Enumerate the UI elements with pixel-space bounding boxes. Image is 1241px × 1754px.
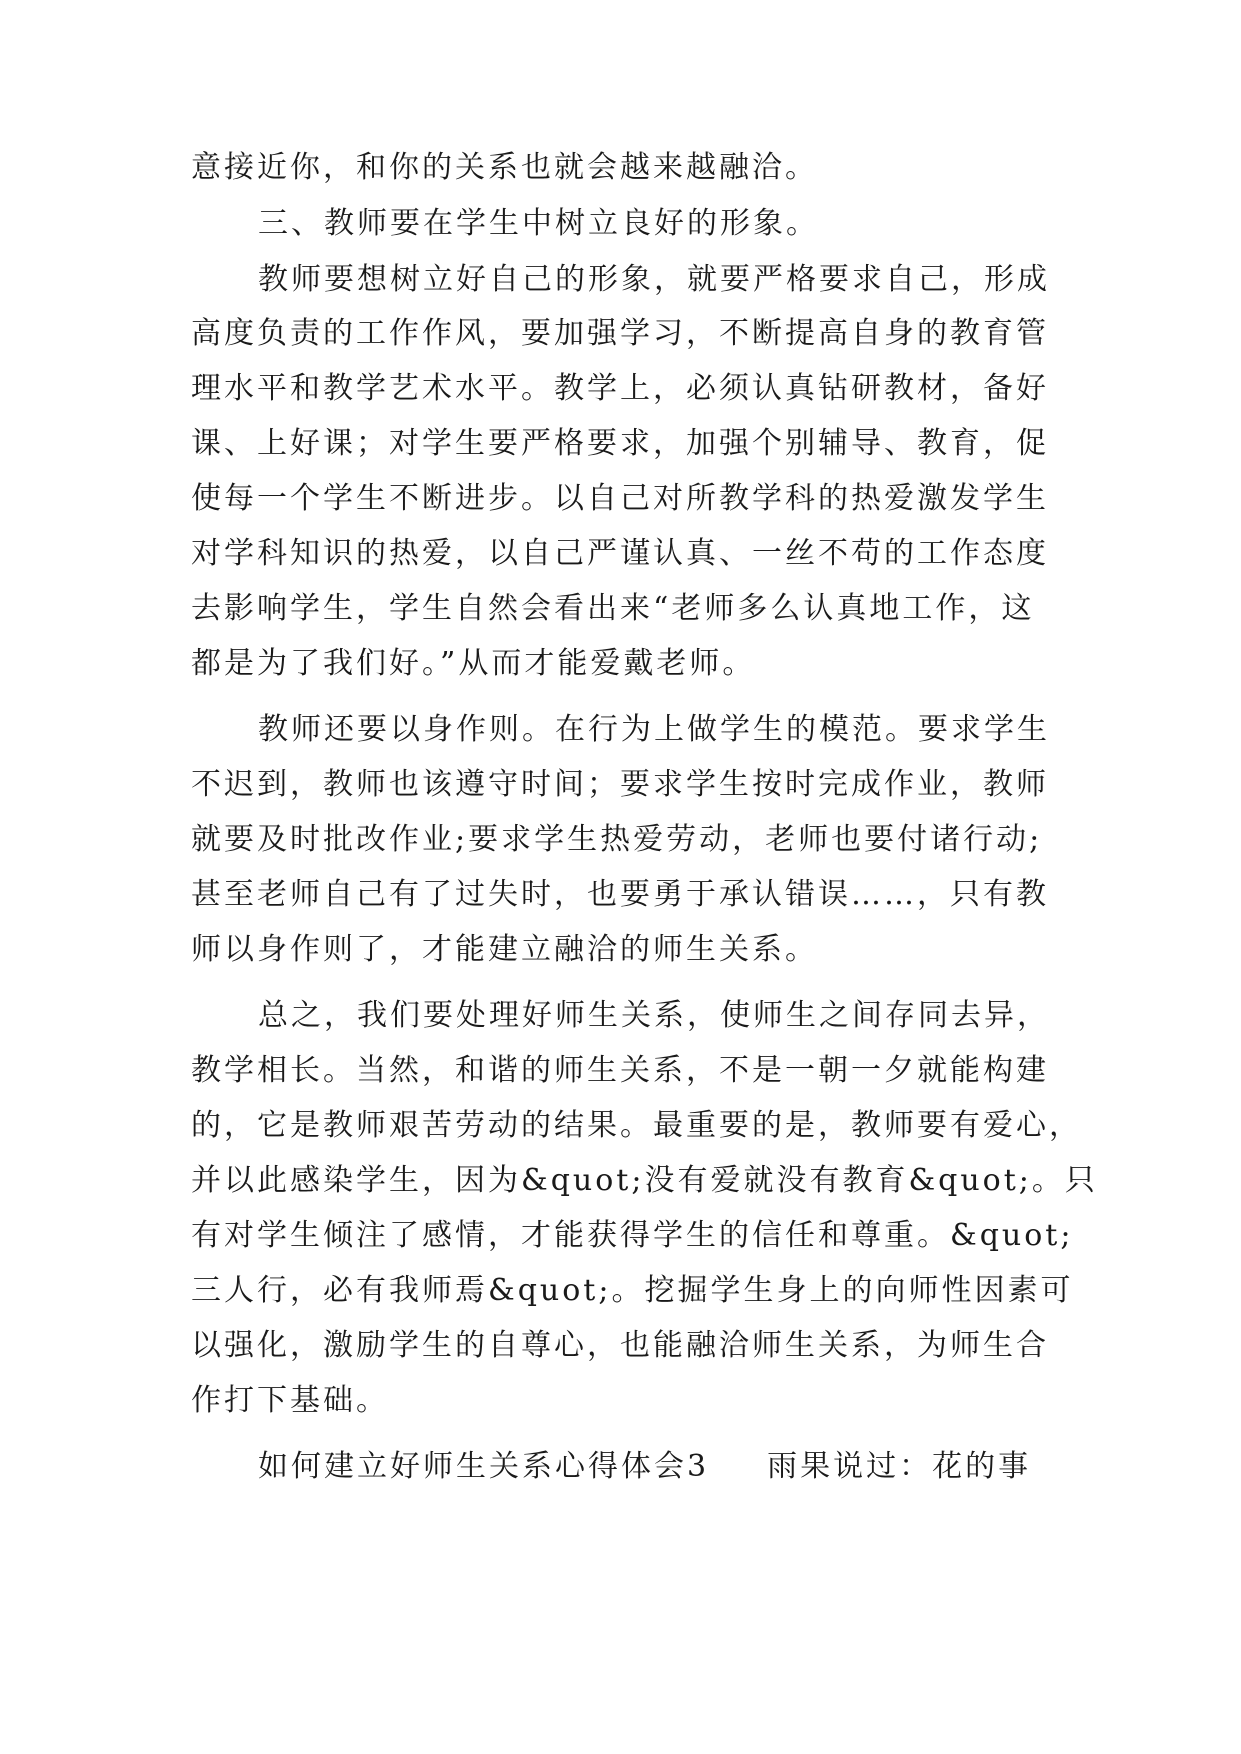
paragraph-line: 三人行，必有我师焉&quot;。挖掘学生身上的向师性因素可 xyxy=(191,1273,1074,1308)
paragraph-line: 有对学生倾注了感情，才能获得学生的信任和尊重。&quot; xyxy=(191,1218,1074,1253)
paragraph-line: 都是为了我们好。”从而才能爱戴老师。 xyxy=(191,646,756,681)
paragraph-line: 总之，我们要处理好师生关系，使师生之间存同去异， xyxy=(258,998,1050,1033)
continuation-text: 雨果说过：花的事 xyxy=(767,1449,1032,1484)
final-line xyxy=(258,1447,1031,1487)
paragraph-line: 对学科知识的热爱，以自己严谨认真、一丝不苟的工作态度 xyxy=(191,536,1049,571)
paragraph-line: 不迟到，教师也该遵守时间；要求学生按时完成作业，教师 xyxy=(191,767,1049,802)
paragraph-line: 师以身作则了，才能建立融洽的师生关系。 xyxy=(191,932,818,967)
paragraph-line: 教师要想树立好自己的形象，就要严格要求自己，形成 xyxy=(258,262,1050,297)
paragraph-line: 课、上好课；对学生要严格要求，加强个别辅导、教育，促 xyxy=(191,426,1049,461)
paragraph-line: 理水平和教学艺术水平。教学上，必须认真钻研教材，备好 xyxy=(191,371,1049,406)
paragraph-line: 就要及时批改作业;要求学生热爱劳动，老师也要付诸行动; xyxy=(191,822,1043,857)
paragraph-line: 高度负责的工作作风，要加强学习，不断提高自身的教育管 xyxy=(191,316,1049,351)
paragraph-line: 去影响学生，学生自然会看出来“老师多么认真地工作，这 xyxy=(191,591,1035,626)
paragraph-line: 甚至老师自己有了过失时，也要勇于承认错误……，只有教 xyxy=(191,877,1049,912)
paragraph-line: 使每一个学生不断进步。以自己对所教学科的热爱激发学生 xyxy=(191,481,1049,516)
paragraph-line: 以强化，激励学生的自尊心，也能融洽师生关系，为师生合 xyxy=(191,1328,1049,1363)
section-heading: 三、教师要在学生中树立良好的形象。 xyxy=(258,206,819,241)
paragraph-line: 教师还要以身作则。在行为上做学生的模范。要求学生 xyxy=(258,712,1050,747)
paragraph-line: 意接近你，和你的关系也就会越来越融洽。 xyxy=(191,150,818,185)
paragraph-line: 作打下基础。 xyxy=(191,1383,389,1418)
paragraph-line: 教学相长。当然，和谐的师生关系，不是一朝一夕就能构建 xyxy=(191,1053,1049,1088)
article-title: 如何建立好师生关系心得体会3 xyxy=(258,1449,710,1484)
paragraph-line: 的，它是教师艰苦劳动的结果。最重要的是，教师要有爱心， xyxy=(191,1108,1082,1143)
paragraph-line: 并以此感染学生，因为&quot;没有爱就没有教育&quot;。只 xyxy=(191,1163,1098,1198)
